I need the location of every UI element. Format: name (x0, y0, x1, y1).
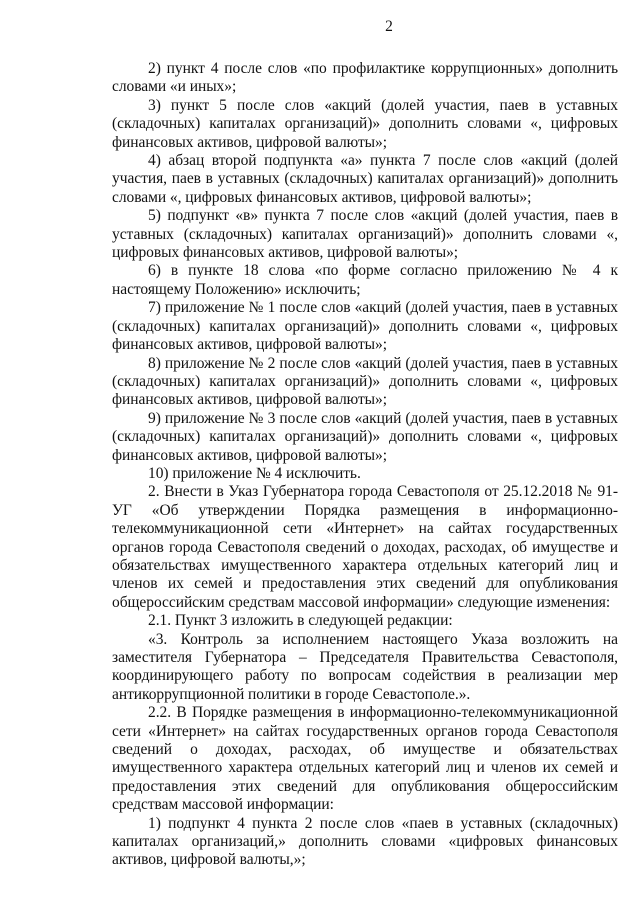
paragraph-section-2: 2. Внести в Указ Губернатора города Севастополя от 25.12.2018 № 91-УГ «Об утверждении Порядка размещения в информационно-телекоммуникационной сети «Интернет» на сайтах государственных органов города Севастополя сведений о доходах, расходах, об имуществе и обязательствах имущественного характера отдельных категорий лиц и членов их семей и предоставления этих сведений для опубликования общероссийским средствам массовой информации» следующие изменения: (112, 483, 618, 611)
paragraph-amend-2: 2) пункт 4 после слов «по профилактике коррупционных» дополнить словами «и иных»; (112, 60, 618, 96)
paragraph-amend-3: 3) пункт 5 после слов «акций (долей участия, паев в уставных (складочных) капиталах организаций)» дополнить словами «, цифровых финансовых активов, цифровой валюты»; (112, 96, 618, 151)
paragraph-amend-7: 7) приложение № 1 после слов «акций (долей участия, паев в уставных (складочных) капиталах организаций)» дополнить словами «, цифровых финансовых активов, цифровой валюты»; (112, 299, 618, 354)
paragraph-section-2-2-item-1: 1) подпункт 4 пункта 2 после слов «паев в уставных (складочных) капиталах организаций,» дополнить словами «цифровых финансовых активов, цифровой валюты,»; (112, 814, 618, 869)
paragraph-amend-10: 10) приложение № 4 исключить. (148, 464, 361, 482)
page-number: 2 (385, 18, 393, 35)
paragraph-amend-8: 8) приложение № 2 после слов «акций (долей участия, паев в уставных (складочных) капиталах организаций)» дополнить словами «, цифровых финансовых активов, цифровой валюты»; (112, 354, 618, 409)
paragraph-amend-9: 9) приложение № 3 после слов «акций (долей участия, паев в уставных (складочных) капиталах организаций)» дополнить словами «, цифровых финансовых активов, цифровой валюты»; (112, 409, 618, 464)
paragraph-amend-5: 5) подпункт «в» пункта 7 после слов «акций (долей участия, паев в уставных (складочных) капиталах организаций)» дополнить словами «, цифровых финансовых активов, цифровой валюты»; (112, 207, 618, 262)
paragraph-section-2-2: 2.2. В Порядке размещения в информационно-телекоммуникационной сети «Интернет» на сайтах государственных органов города Севастополя сведений о доходах, расходах, об имуществе и обязательствах имущественного характера отдельных категорий лиц и членов их семей и предоставления этих сведений для опубликования общероссийским средствам массовой информации: (112, 704, 618, 814)
paragraph-quoted-point-3: «3. Контроль за исполнением настоящего Указа возложить на заместителя Губернатора – Председателя Правительства Севастополя, координирующего работу по вопросам содействия в реализации мер антикоррупционной политики в городе Севастополе.». (112, 630, 618, 703)
paragraph-section-2-1: 2.1. Пункт 3 изложить в следующей редакции: (148, 612, 453, 630)
paragraph-amend-4: 4) абзац второй подпункта «а» пункта 7 после слов «акций (долей участия, паев в уставных (складочных) капиталах организаций)» дополнить словами «, цифровых финансовых активов, цифровой валюты»; (112, 152, 618, 206)
paragraph-amend-6: 6) в пункте 18 слова «по форме согласно приложению № 4 к настоящему Положению» исключить; (112, 262, 618, 298)
